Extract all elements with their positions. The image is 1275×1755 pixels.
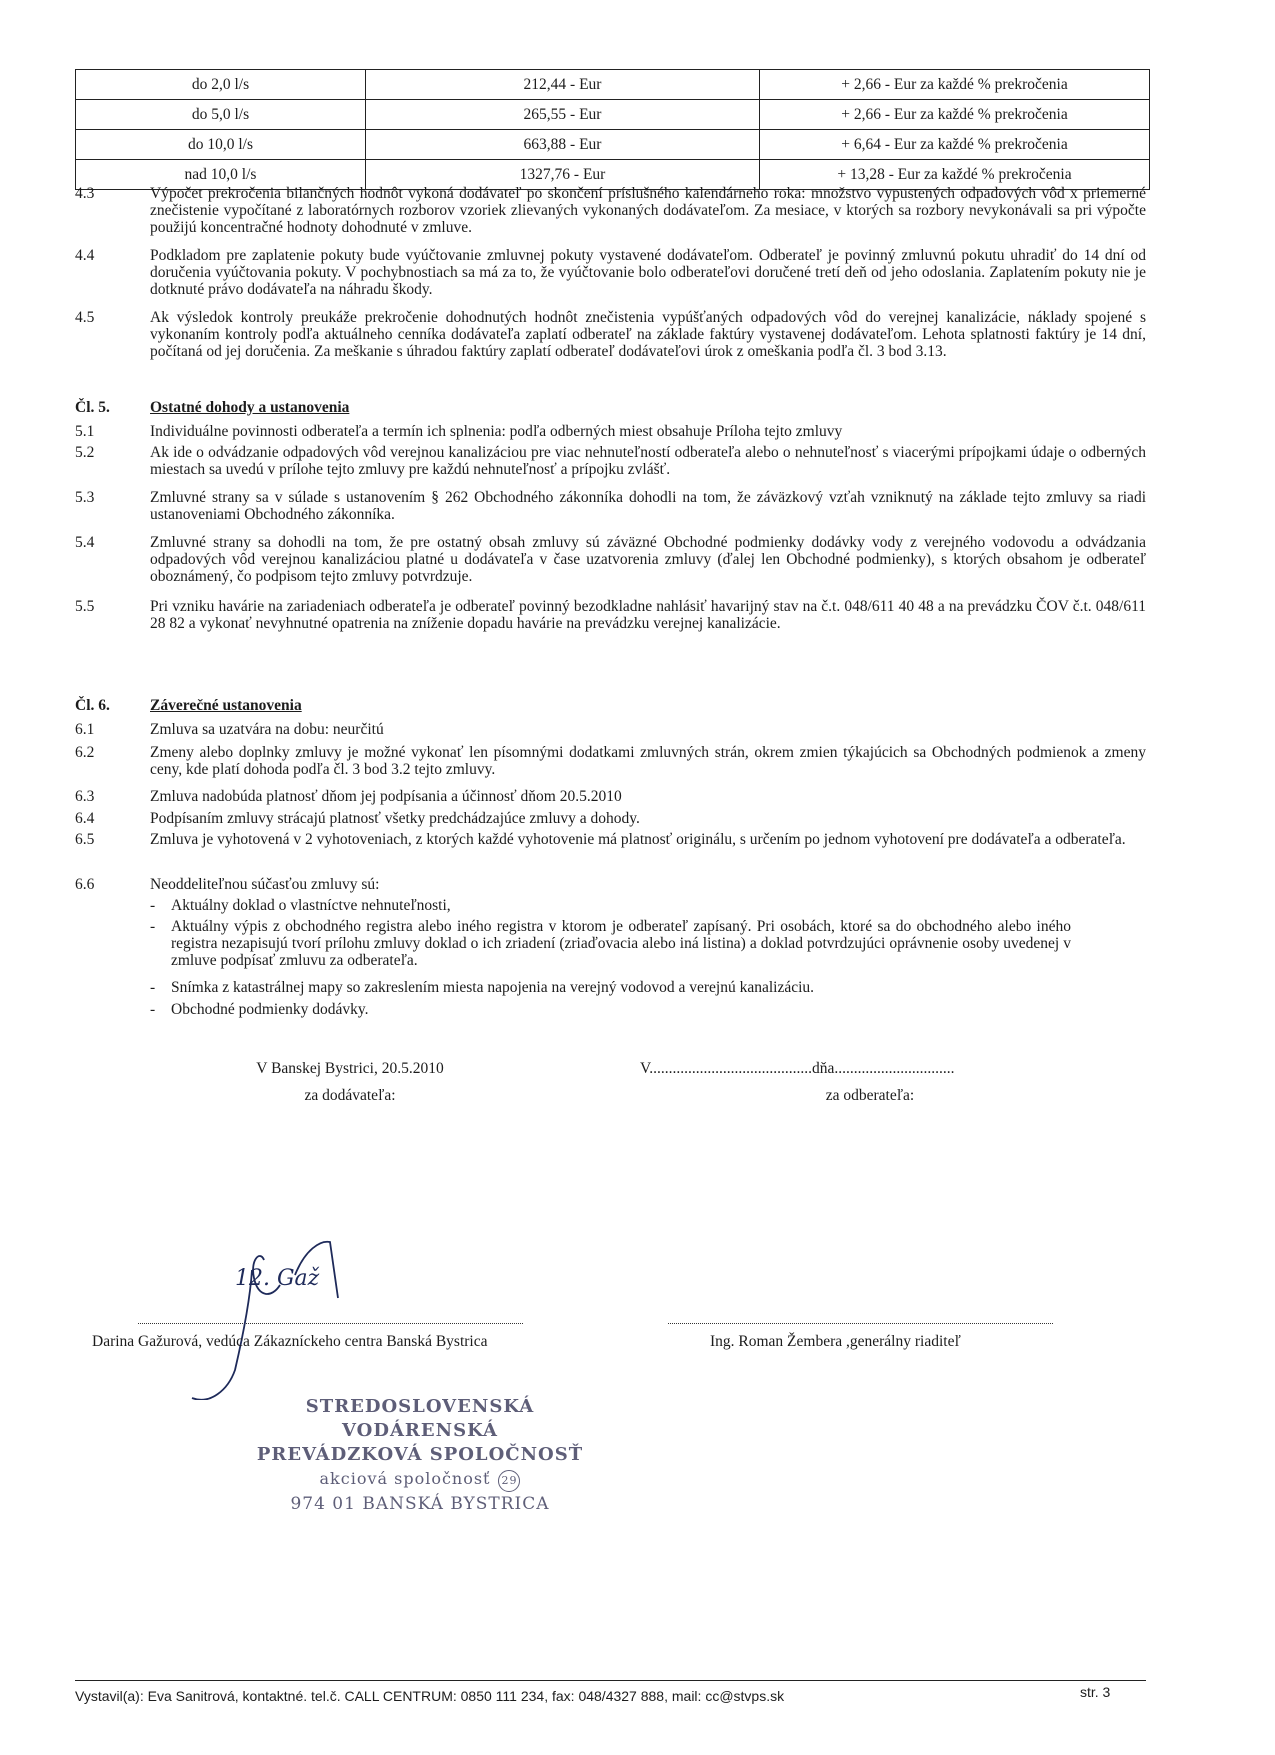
supplier-role: za dodávateľa: xyxy=(304,1087,396,1104)
customer-place-date: V..........................................dňa............................... xyxy=(640,1060,955,1077)
rates-table xyxy=(75,69,1150,190)
clause-number: 6.1 xyxy=(75,721,95,738)
surcharge-cell: + 13,28 - Eur za každé % prekročenia xyxy=(760,160,1150,190)
clause-text: Výpočet prekročenia bilančných hodnôt vykoná dodávateľ po skončení príslušného kalendárneho roka: množstvo vypustených odpadových vôd x priemerné znečistenie vypočítané z laboratórnych rozborov vzoriek zlievaných vykonaných dodávateľom. Za mesiace, v ktorých sa rozbory nevykonávali sa pri výpočte použijú koncentračné hodnoty dohodnuté v zmluve. xyxy=(150,185,1146,236)
clause-text: Ak výsledok kontroly preukáže prekročenie dohodnutých hodnôt znečistenia vypúšťaných odpadových vôd do verejnej kanalizácie, náklady spojené s vykonaním kontroly podľa aktuálneho cenníka dodávateľa zaplatí odberateľ na základe faktúry vystavenej dodávateľom. Lehota splatnosti faktúry je 14 dní, počítaná od jej doručenia. Za meškanie s úhradou faktúry zaplatí odberateľ dodávateľovi úrok z omeškania podľa čl. 3 bod 3.13. xyxy=(150,309,1146,360)
clause-text: Ak ide o odvádzanie odpadových vôd verejnou kanalizáciou pre viac nehnuteľností odberateľa alebo o nehnuteľnosť s viacerými prípojkami údaje o odberných miestach sa uvedú v prílohe tejto zmluvy pre každú nehnuteľnosť a prípojku zvlášť. xyxy=(150,444,1146,478)
clause-text: Zmluvné strany sa v súlade s ustanovením § 262 Obchodného zákonníka dohodli na tom, že záväzkový vzťah vzniknutý na základe tejto zmluvy sa riadi ustanoveniami Obchodného zákonníka. xyxy=(150,489,1146,523)
stamp-number-badge: 29 xyxy=(498,1470,520,1492)
clause-number: 6.5 xyxy=(75,831,95,848)
stamp-line: akciová spoločnosť xyxy=(319,1469,491,1488)
customer-role: za odberateľa: xyxy=(825,1087,915,1104)
customer-signature-line xyxy=(668,1322,1053,1324)
price-cell: 265,55 - Eur xyxy=(366,100,760,130)
stamp-line: 974 01 BANSKÁ BYSTRICA xyxy=(290,1494,550,1514)
list-dash: - xyxy=(150,979,156,996)
clause-number: 5.2 xyxy=(75,444,95,461)
article-number: Čl. 5. xyxy=(75,399,110,416)
article-number: Čl. 6. xyxy=(75,697,110,714)
clause-number: 5.1 xyxy=(75,423,95,440)
clause-text: Zmluva je vyhotovená v 2 vyhotoveniach, z ktorých každé vyhotovenie má platnosť originálu, s určením po jednom vyhotovení pre dodávateľa a odberateľa. xyxy=(150,831,1126,848)
clause-number: 5.5 xyxy=(75,598,95,615)
attachment-text: Aktuálny výpis z obchodného registra alebo iného registra v ktorom je odberateľ zapísaný. Pri osobách, ktoré sa do obchodného alebo iného registra nezapisujú tvorí prílohu zmluvy doklad o ich zriadení (zriaďovacia alebo iná listina) a doklad potvrdzujúci oprávnenie osoby uvedenej v zmluve podpísať zmluvu za odberateľa. xyxy=(171,918,1071,969)
clause-number: 6.6 xyxy=(75,876,95,893)
clause-number: 5.3 xyxy=(75,489,95,506)
clause-text: Zmluva sa uzatvára na dobu: neurčitú xyxy=(150,721,384,738)
clause-text: Neoddeliteľnou súčasťou zmluvy sú: xyxy=(150,876,380,893)
attachment-text: Snímka z katastrálnej mapy so zakreslením miesta napojenia na verejný vodovod a verejnú kanalizáciu. xyxy=(171,979,815,996)
stamp-line: PREVÁDZKOVÁ SPOLOČNOSŤ xyxy=(256,1444,584,1465)
clause-number: 4.5 xyxy=(75,309,95,326)
page-number: str. 3 xyxy=(1080,1684,1111,1700)
clause-number: 6.4 xyxy=(75,810,95,827)
clause-number: 5.4 xyxy=(75,534,95,551)
clause-text: Pri vzniku havárie na zariadeniach odberateľa je odberateľ povinný bezodkladne nahlásiť havarijný stav na č.t. 048/611 40 48 a na prevádzku ČOV č.t. 048/611 28 82 a vykonať nevyhnutné opatrenia na zníženie dopadu havárie na prevádzku verejnej kanalizácie. xyxy=(150,598,1146,632)
rate-row xyxy=(76,130,1150,160)
signature-mark: 12. Gaž xyxy=(235,1266,320,1291)
clause-number: 4.4 xyxy=(75,247,95,264)
supplier-signatory: Darina Gažurová, vedúca Zákazníckeho centra Banská Bystrica xyxy=(92,1333,488,1350)
clause-number: 6.2 xyxy=(75,744,95,761)
price-cell: 1327,76 - Eur xyxy=(366,160,760,190)
article-title: Záverečné ustanovenia xyxy=(150,697,302,714)
supplier-place-date: V Banskej Bystrici, 20.5.2010 xyxy=(256,1060,444,1077)
customer-signatory: Ing. Roman Žembera ,generálny riaditeľ xyxy=(710,1333,961,1350)
clause-number: 6.3 xyxy=(75,788,95,805)
company-stamp xyxy=(230,1395,610,1516)
list-dash: - xyxy=(150,918,156,935)
flow-limit-cell: do 5,0 l/s xyxy=(76,100,366,130)
clause-text: Podpísaním zmluvy strácajú platnosť všetky predchádzajúce zmluvy a dohody. xyxy=(150,810,640,827)
rate-row xyxy=(76,100,1150,130)
handwritten-signature xyxy=(180,1230,380,1400)
list-dash: - xyxy=(150,897,156,914)
clause-text: Zmluva nadobúda platnosť dňom jej podpísania a účinnosť dňom 20.5.2010 xyxy=(150,788,622,805)
article-title: Ostatné dohody a ustanovenia xyxy=(150,399,350,416)
clause-text: Zmluvné strany sa dohodli na tom, že pre ostatný obsah zmluvy sú záväzné Obchodné podmienky dodávky vody z verejného vodovodu a odvádzania odpadových vôd verejnou kanalizáciou platné u dodávateľa v čase uzatvorenia zmluvy (ďalej len Obchodné podmienky), s ktorých obsahom je odberateľ oboznámený, čo podpisom tejto zmluvy potvrdzuje. xyxy=(150,534,1146,585)
clause-text: Zmeny alebo doplnky zmluvy je možné vykonať len písomnými dodatkami zmluvných strán, okrem zmien týkajúcich sa Obchodných podmienok a zmeny ceny, kde platí dohoda podľa čl. 3 bod 3.2 tejto zmluvy. xyxy=(150,744,1146,778)
surcharge-cell: + 2,66 - Eur za každé % prekročenia xyxy=(760,100,1150,130)
attachment-text: Obchodné podmienky dodávky. xyxy=(171,1001,369,1018)
clause-number: 4.3 xyxy=(75,185,95,202)
clause-text: Individuálne povinnosti odberateľa a termín ich splnenia: podľa odberných miest obsahuje Príloha tejto zmluvy xyxy=(150,423,843,440)
clause-text: Podkladom pre zaplatenie pokuty bude vyúčtovanie zmluvnej pokuty vystavené dodávateľom. Odberateľ je povinný zmluvnú pokutu uhradiť do 14 dní od doručenia vyúčtovania pokuty. V pochybnostiach sa má za to, že vyúčtovanie bolo odberateľovi doručené tretí deň od jeho odoslania. Zaplatením pokuty nie je dotknuté právo dodávateľa na náhradu škody. xyxy=(150,247,1146,298)
list-dash: - xyxy=(150,1001,156,1018)
price-cell: 663,88 - Eur xyxy=(366,130,760,160)
flow-limit-cell: do 10,0 l/s xyxy=(76,130,366,160)
attachment-text: Aktuálny doklad o vlastníctve nehnuteľnosti, xyxy=(171,897,451,914)
price-cell: 212,44 - Eur xyxy=(366,70,760,100)
surcharge-cell: + 6,64 - Eur za každé % prekročenia xyxy=(760,130,1150,160)
rate-row xyxy=(76,70,1150,100)
flow-limit-cell: nad 10,0 l/s xyxy=(76,160,366,190)
footer-divider xyxy=(75,1680,1146,1681)
stamp-line: STREDOSLOVENSKÁ VODÁRENSKÁ xyxy=(305,1396,535,1441)
footer-contact: Vystavil(a): Eva Sanitrová, kontaktné. tel.č. CALL CENTRUM: 0850 111 234, fax: 048/4327 888, mail: cc@stvps.sk xyxy=(75,1688,785,1704)
flow-limit-cell: do 2,0 l/s xyxy=(76,70,366,100)
surcharge-cell: + 2,66 - Eur za každé % prekročenia xyxy=(760,70,1150,100)
